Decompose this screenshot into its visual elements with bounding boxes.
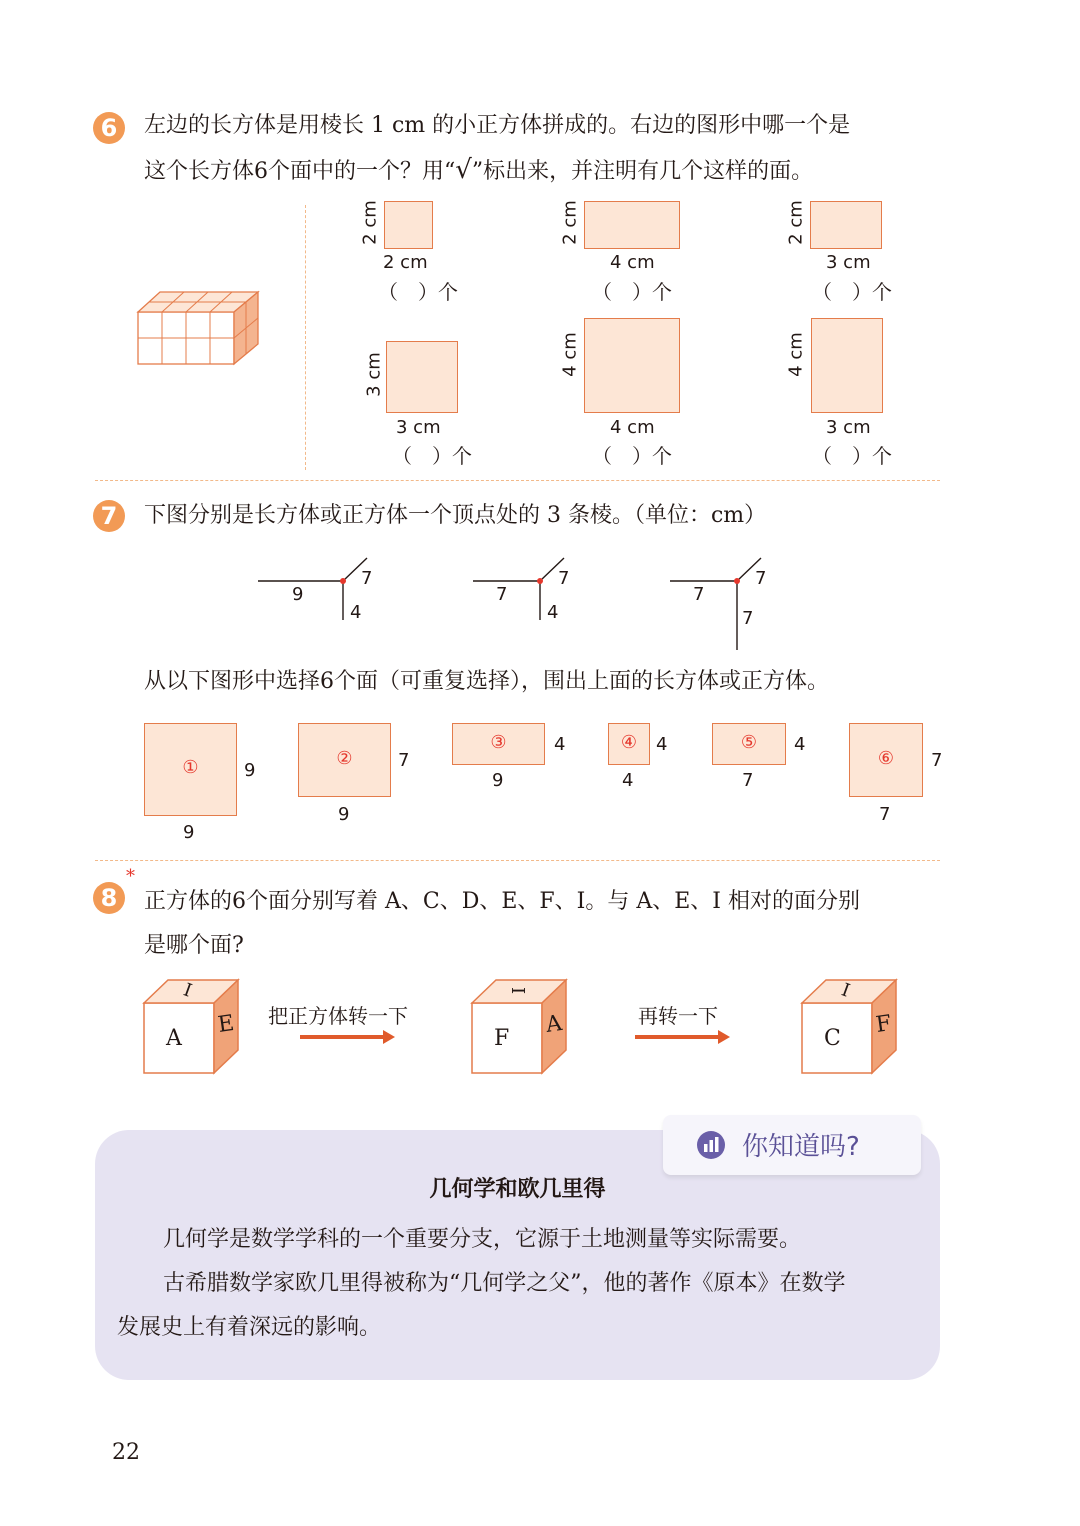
q6-shape-3-width: 3 cm: [826, 252, 871, 273]
face-option-6-width: 7: [879, 804, 891, 825]
face-option-2-label: ②: [336, 748, 353, 769]
cube-3-right-letter: F: [874, 1011, 893, 1038]
vertex-edges-figure: [250, 550, 790, 655]
q6-shape-4-count: （ ）个: [392, 444, 472, 468]
q6-shape-4-height: 3 cm: [363, 352, 385, 397]
q7-text-line2: 从以下图形中选择6个面（可重复选择），围出上面的长方体或正方体。: [144, 669, 829, 694]
q6-shape-2-height: 2 cm: [559, 200, 581, 245]
cube-3-front-letter: C: [824, 1026, 841, 1051]
vertex-3-down-edge: 7: [742, 608, 754, 629]
arrow-2-label: 再转一下: [638, 1004, 718, 1028]
face-option-4-width: 4: [622, 770, 634, 791]
info-title: 几何学和欧几里得: [429, 1176, 606, 1202]
page-number: 22: [112, 1440, 140, 1465]
face-option-3-height: 4: [554, 734, 566, 755]
vertex-2-down-edge: 4: [547, 602, 559, 623]
chart-bars-icon: [696, 1130, 726, 1160]
q6-shape-5-width: 4 cm: [610, 417, 655, 438]
cube-3-top-letter: I: [838, 979, 853, 1002]
q6-shape-2-width: 4 cm: [610, 252, 655, 273]
did-you-know-label: 你知道吗?: [742, 1132, 860, 1162]
face-option-3-label: ③: [490, 732, 507, 753]
face-option-2-height: 7: [398, 750, 410, 771]
face-option-5-width: 7: [742, 770, 754, 791]
face-option-5-label: ⑤: [740, 732, 758, 753]
q6-shape-6-height: 4 cm: [785, 332, 807, 377]
q6-shape-5-height: 4 cm: [559, 332, 581, 377]
cubes-figure: [140, 975, 920, 1080]
vertex-1-left-edge: 9: [292, 584, 304, 605]
q6-shape-6: [811, 318, 883, 413]
q7-text-line1: 下图分别是长方体或正方体一个顶点处的 3 条棱。（单位：cm）: [144, 503, 767, 528]
vertex-3-back-edge: 7: [755, 568, 767, 589]
face-option-3-width: 9: [492, 770, 504, 791]
face-option-4-height: 4: [656, 734, 668, 755]
q6-shape-4: [386, 341, 458, 413]
q6-shape-6-count: （ ）个: [812, 444, 892, 468]
vertex-2-left-edge: 7: [496, 584, 508, 605]
vertex-3-left-edge: 7: [693, 584, 705, 605]
q6-text-line2: [144, 148, 813, 194]
check-mark-symbol: √: [455, 155, 472, 185]
cube-2-right-letter: A: [544, 1011, 564, 1038]
q6-shape-3: [810, 201, 882, 249]
face-option-4-label: ④: [620, 732, 638, 753]
cube-1-right-letter: E: [216, 1011, 236, 1038]
question-number-8: 8: [93, 882, 125, 914]
q6-shape-3-height: 2 cm: [785, 200, 807, 245]
q6-text-line1: 左边的长方体是用棱长 1 cm 的小正方体拼成的。右边的图形中哪一个是: [144, 113, 851, 138]
section-divider-1: [95, 480, 940, 481]
vertex-2-back-edge: 7: [558, 568, 570, 589]
cube-2-top-letter: I: [507, 986, 529, 995]
q6-shape-1: [384, 201, 433, 249]
info-paragraph-2-line1: 古希腊数学家欧几里得被称为“几何学之父”，他的著作《原本》在数学: [163, 1271, 846, 1296]
q6-shape-2: [584, 201, 680, 249]
question-number-6: 6: [93, 112, 125, 144]
face-option-5-height: 4: [794, 734, 806, 755]
q6-shape-2-count: （ ）个: [592, 280, 672, 304]
q6-shape-1-count: （ ）个: [378, 280, 458, 304]
q6-shape-6-width: 3 cm: [826, 417, 871, 438]
face-option-1-height: 9: [244, 760, 256, 781]
info-paragraph-2-line2: 发展史上有着深远的影响。: [117, 1315, 382, 1340]
section-divider-2: [95, 860, 940, 861]
cube-1-front-letter: A: [166, 1026, 182, 1051]
q6-text-line2-end: ”标出来，并注明有几个这样的面。: [471, 159, 814, 184]
face-option-6-label: ⑥: [877, 748, 895, 769]
q6-shape-5: [584, 318, 680, 413]
face-option-6-height: 7: [931, 750, 943, 771]
q6-shape-3-count: （ ）个: [812, 280, 892, 304]
q6-shape-1-width: 2 cm: [383, 252, 428, 273]
optional-star: *: [126, 866, 135, 887]
face-option-2-width: 9: [338, 804, 350, 825]
q6-shape-4-width: 3 cm: [396, 417, 441, 438]
face-option-1-label: ①: [182, 757, 199, 778]
vertex-1-down-edge: 4: [350, 602, 362, 623]
q6-shape-5-count: （ ）个: [592, 444, 672, 468]
q8-text-line2: 是哪个面?: [144, 933, 244, 958]
q8-text-line1: 正方体的6个面分别写着 A、C、D、E、F、I。与 A、E、I 相对的面分别: [144, 889, 860, 914]
cube-2-front-letter: F: [494, 1026, 510, 1051]
q6-text-line2-start: 这个长方体6个面中的一个？用“: [144, 159, 456, 184]
face-option-1-width: 9: [183, 822, 195, 843]
vertical-divider: [305, 205, 306, 470]
info-paragraph-1: 几何学是数学学科的一个重要分支，它源于土地测量等实际需要。: [163, 1227, 802, 1252]
arrow-1-label: 把正方体转一下: [268, 1004, 408, 1028]
small-cube-cuboid-figure: [130, 282, 270, 372]
vertex-1-back-edge: 7: [361, 568, 373, 589]
cube-1-top-letter: I: [180, 979, 195, 1002]
question-number-7: 7: [93, 500, 125, 532]
q6-shape-1-height: 2 cm: [359, 200, 381, 245]
